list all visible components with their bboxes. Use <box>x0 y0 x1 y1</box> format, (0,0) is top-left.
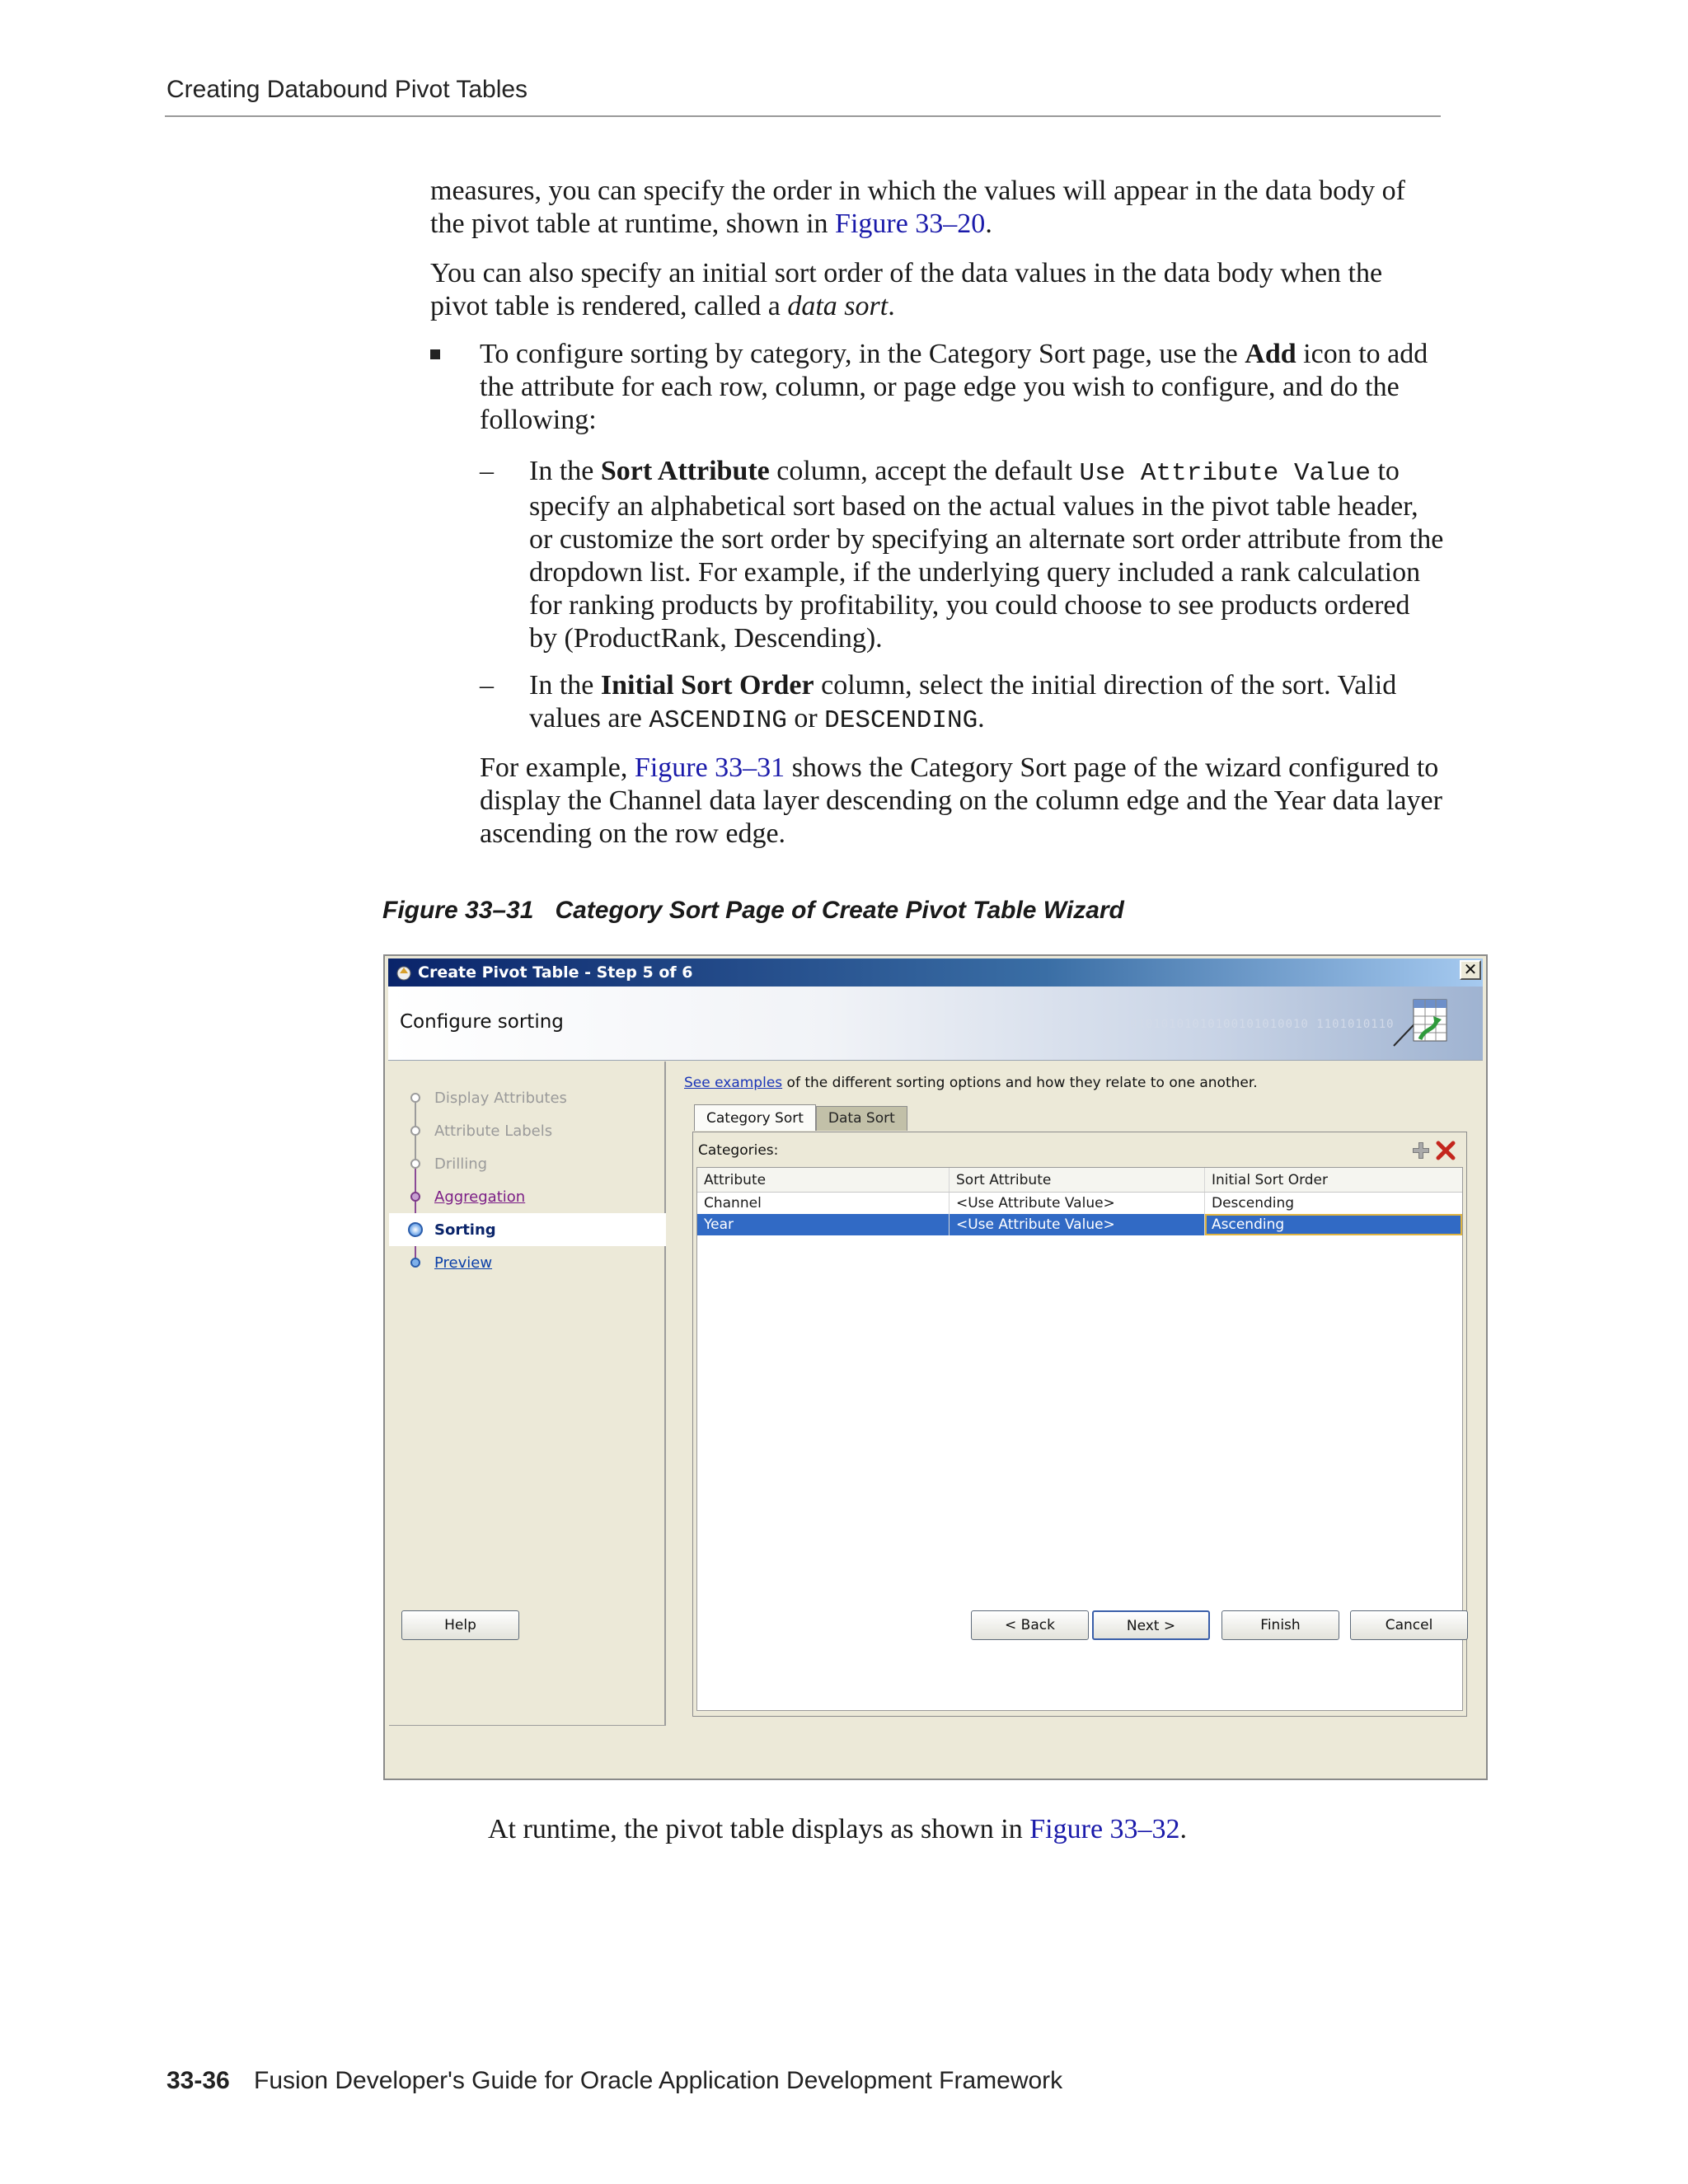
paragraph-text: At runtime, the pivot table displays as shown in <box>488 1814 1030 1844</box>
pivot-table-wizard-icon <box>1392 995 1450 1052</box>
dash-item-initial-sort-order <box>529 669 1444 738</box>
banner-title: Configure sorting <box>400 1011 564 1033</box>
step-display-attributes[interactable] <box>389 1081 666 1114</box>
create-pivot-table-dialog <box>383 954 1488 1780</box>
step-dot-icon <box>410 1159 420 1169</box>
bold-term: Add <box>1245 339 1296 369</box>
figure-title: Category Sort Page of Create Pivot Table Wizard <box>555 897 1124 924</box>
next-button[interactable]: Next > <box>1092 1610 1210 1640</box>
paragraph-sort-order <box>430 175 1440 241</box>
help-button[interactable]: Help <box>401 1610 519 1640</box>
paragraph-text: You can also specify an initial sort order of the data values in the data body when the pivot table is rendered, called a <box>430 258 1383 321</box>
bullet-text: icon to add the attribute for each row, column, or page edge you wish to configure, and do the following: <box>480 339 1428 435</box>
column-header-initial-sort-order[interactable]: Initial Sort Order <box>1212 1172 1329 1188</box>
dash-text: In the <box>529 670 601 701</box>
step-dot-icon <box>408 1222 423 1237</box>
table-row[interactable] <box>697 1214 1462 1235</box>
back-button[interactable]: < Back <box>971 1610 1089 1640</box>
dialog-title: Create Pivot Table - Step 5 of 6 <box>418 963 693 982</box>
dash-marker: – <box>480 670 494 701</box>
bold-term: Initial Sort Order <box>600 670 814 701</box>
dash-text: In the <box>529 456 601 486</box>
paragraph-data-sort <box>430 257 1440 323</box>
app-icon <box>395 963 413 982</box>
table-row[interactable] <box>697 1193 1462 1214</box>
dialog-titlebar[interactable] <box>388 958 1483 987</box>
step-label: Attribute Labels <box>434 1122 553 1140</box>
cell-initial-sort-order[interactable]: Ascending <box>1205 1214 1462 1235</box>
paragraph-text: . <box>985 209 992 239</box>
sort-tabs <box>694 1106 907 1132</box>
dash-text: column, select the initial direction of the sort. Valid values are <box>529 670 1397 733</box>
step-label: Preview <box>434 1254 493 1272</box>
code-term: ASCENDING <box>649 706 787 735</box>
cell-sort-attribute[interactable]: <Use Attribute Value> <box>950 1193 1205 1214</box>
dash-marker: – <box>480 456 494 486</box>
step-attribute-labels[interactable] <box>389 1114 666 1147</box>
remove-icon[interactable] <box>1435 1140 1456 1161</box>
header-rule <box>165 115 1441 117</box>
bold-term: Sort Attribute <box>600 456 770 486</box>
hint-text: of the different sorting options and how they relate to one another. <box>782 1075 1258 1091</box>
step-label: Drilling <box>434 1155 488 1173</box>
examples-hint <box>684 1075 1258 1091</box>
column-header-attribute[interactable]: Attribute <box>697 1168 950 1192</box>
table-header <box>697 1168 1462 1193</box>
tab-data-sort[interactable]: Data Sort <box>816 1106 907 1131</box>
running-header: Creating Databound Pivot Tables <box>166 76 528 103</box>
dash-text: or <box>786 703 825 733</box>
bullet-text: To configure sorting by category, in the Category Sort page, use the <box>480 339 1245 369</box>
paragraph-text: For example, <box>480 752 635 783</box>
book-title: Fusion Developer's Guide for Oracle Application Development Framework <box>254 2067 1063 2094</box>
categories-label: Categories: <box>698 1142 779 1159</box>
step-dot-icon <box>410 1258 420 1268</box>
wizard-banner <box>388 987 1483 1061</box>
bullet-category-sort <box>480 338 1444 437</box>
banner-binary-decoration: 01010101010100101010010 1101010110 <box>1130 1018 1395 1031</box>
step-sorting[interactable] <box>389 1213 666 1246</box>
figure-link-33-32[interactable]: Figure 33–32 <box>1029 1814 1180 1844</box>
step-dot-icon <box>410 1192 420 1202</box>
figure-number: Figure 33–31 <box>382 897 534 924</box>
paragraph-text: . <box>1179 1814 1188 1844</box>
cell-attribute[interactable]: Channel <box>697 1193 950 1214</box>
figure-link-33-20[interactable]: Figure 33–20 <box>835 209 986 239</box>
cell-attribute[interactable]: Year <box>697 1214 950 1235</box>
paragraph-text: shows the Category Sort page of the wizard configured to display the Channel data layer descending on the column edge and the Year data layer ascending on the row edge. <box>480 752 1442 849</box>
step-label: Aggregation <box>434 1188 526 1206</box>
code-term: Use Attribute Value <box>1079 459 1371 488</box>
paragraph-text: measures, you can specify the order in which the values will appear in the data body of the pivot table at runtime, shown in <box>430 176 1405 239</box>
dash-text: column, accept the default <box>769 456 1080 486</box>
column-header-sort-attribute[interactable]: Sort Attribute <box>950 1168 1205 1192</box>
see-examples-link[interactable]: See examples <box>684 1075 783 1091</box>
paragraph-runtime <box>488 1813 1444 1846</box>
step-dot-icon <box>410 1093 420 1103</box>
cancel-button[interactable]: Cancel <box>1350 1610 1468 1640</box>
cell-sort-attribute[interactable]: <Use Attribute Value> <box>950 1214 1205 1235</box>
step-label: Display Attributes <box>434 1089 567 1107</box>
close-button[interactable] <box>1460 960 1481 980</box>
figure-link-33-31[interactable]: Figure 33–31 <box>634 752 785 783</box>
step-drilling[interactable] <box>389 1147 666 1180</box>
bullet-square-icon <box>430 349 440 359</box>
finish-button[interactable]: Finish <box>1221 1610 1339 1640</box>
cell-initial-sort-order[interactable]: Descending <box>1212 1195 1295 1212</box>
dash-text: . <box>978 703 985 733</box>
dash-text: to specify an alphabetical sort based on the actual values in the pivot table header, or customize the sort order by specifying an alternate sort order attribute from the dropdown list. For example, if the underlying query included a rank calculation for ranking products by profitability, you could choose to see products ordered by (ProductRank, Descending). <box>529 456 1444 654</box>
step-label: Sorting <box>434 1221 496 1239</box>
step-dot-icon <box>410 1126 420 1136</box>
close-icon: ✕ <box>1463 959 1478 979</box>
paragraph-text: . <box>888 291 895 321</box>
add-icon[interactable] <box>1410 1140 1432 1161</box>
paragraph-example <box>480 752 1444 851</box>
step-aggregation[interactable] <box>389 1180 666 1213</box>
emphasis-term: data sort <box>787 291 889 321</box>
step-preview[interactable] <box>389 1246 666 1279</box>
dash-item-sort-attribute <box>529 455 1444 655</box>
code-term: DESCENDING <box>824 706 978 735</box>
figure-caption <box>382 897 1124 925</box>
page-number: 33-36 <box>166 2067 230 2094</box>
tab-category-sort[interactable]: Category Sort <box>694 1104 816 1131</box>
